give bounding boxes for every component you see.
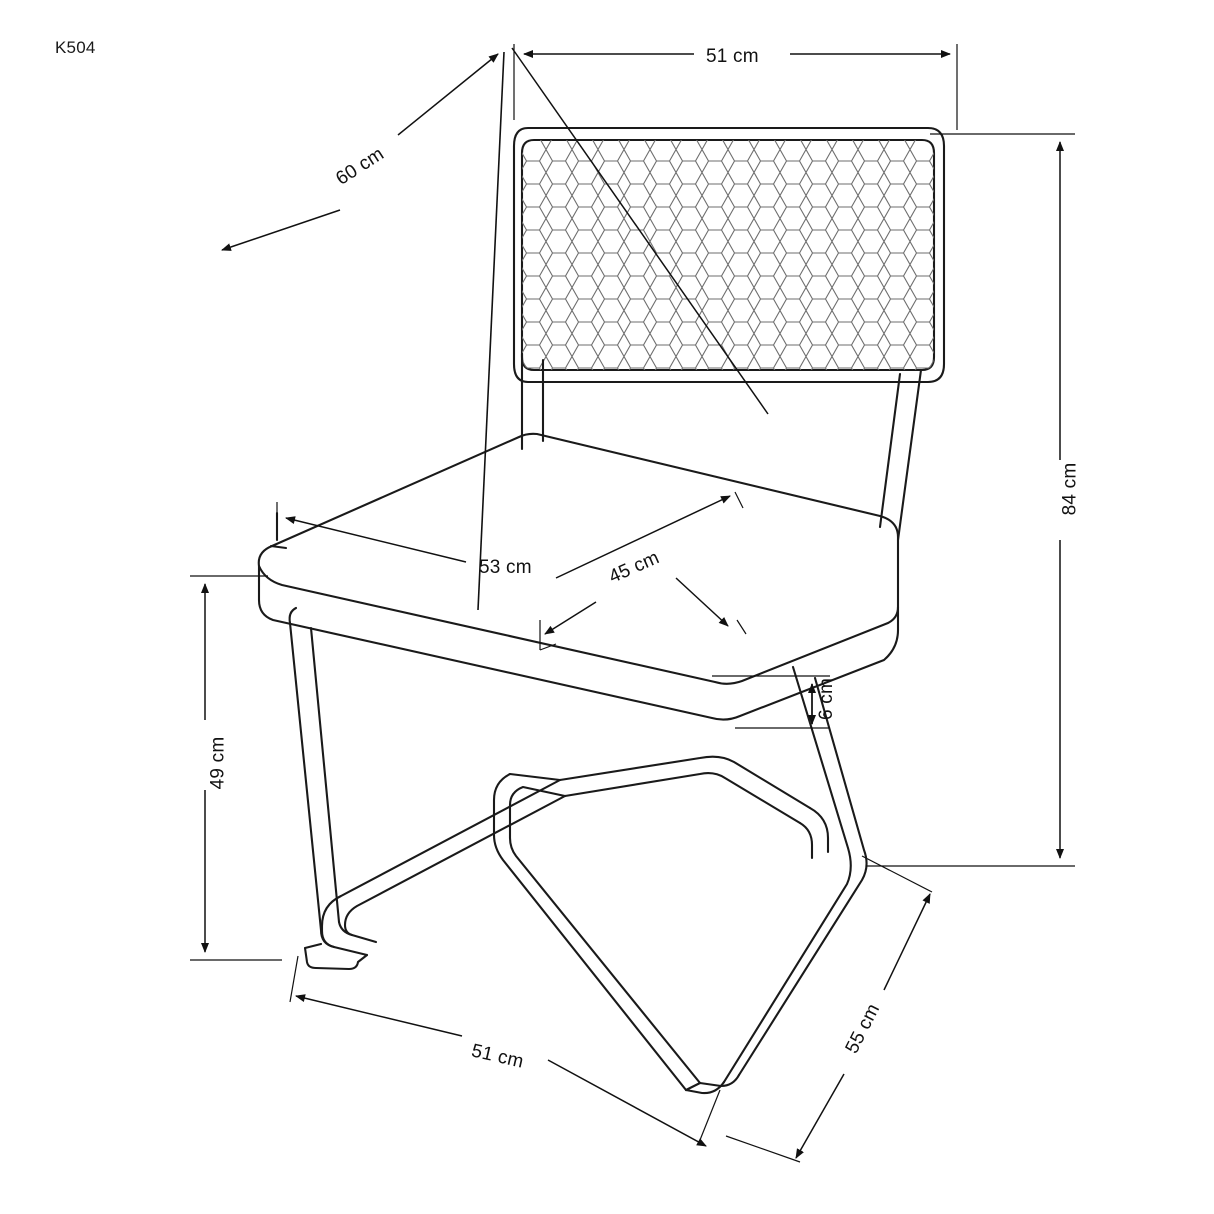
rattan-weave-pattern xyxy=(520,138,938,372)
chair-outline xyxy=(259,128,944,1093)
dimension-label-total-height: 84 cm xyxy=(1059,462,1081,516)
dim-seat-width xyxy=(540,578,746,650)
dimension-label-diagonal-depth: 60 cm xyxy=(332,143,388,190)
dim-seat-height xyxy=(190,576,282,960)
dimension-label-backrest-width: 51 cm xyxy=(706,46,759,67)
dimension-label-seat-thickness: 6 cm xyxy=(815,678,837,720)
dimension-label-seat-depth: 53 cm xyxy=(479,557,532,578)
dim-base-depth xyxy=(726,856,932,1162)
dim-diagonal-depth xyxy=(222,52,504,610)
dimension-label-seat-height: 49 cm xyxy=(207,736,229,790)
model-code-label: K504 xyxy=(55,38,96,57)
dimension-label-base-depth: 55 cm xyxy=(841,1000,885,1058)
dimension-label-base-width: 51 cm xyxy=(469,1040,526,1073)
dimension-label-seat-width: 45 cm xyxy=(605,547,663,588)
